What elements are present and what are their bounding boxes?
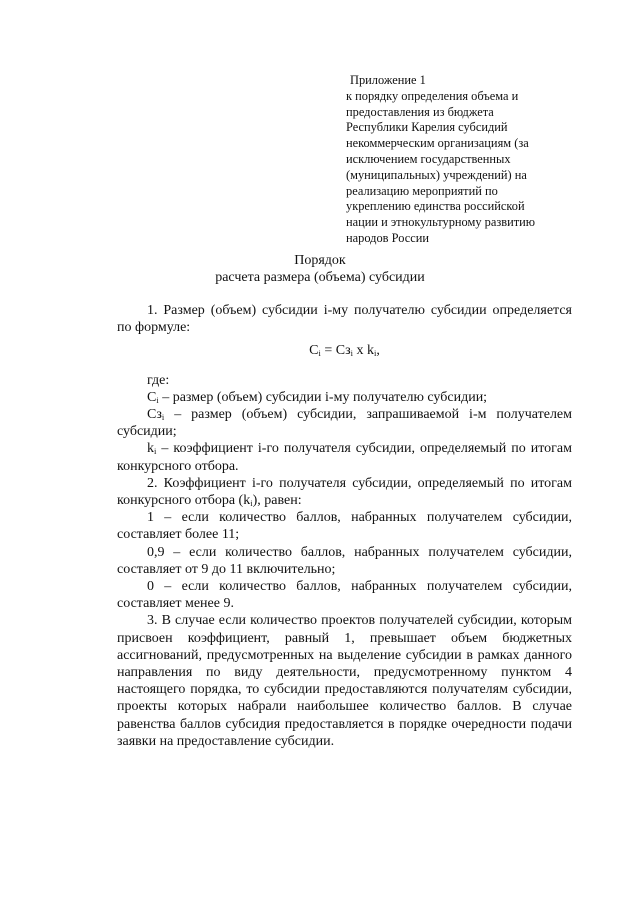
- appendix-line: исключением государственных: [346, 151, 511, 166]
- definition-c: [117, 389, 572, 406]
- paragraph-2: [117, 475, 572, 509]
- title-line-2: расчета размера (объема) субсидии: [215, 270, 425, 285]
- document-body: [117, 302, 572, 750]
- coefficient-1: 1 – если количество баллов, набранных получателем субсидии, составляет более 11;: [117, 510, 572, 543]
- definition-text: – размер (объем) субсидии, запрашиваемой i-м получателем субсидии;: [117, 407, 572, 440]
- definition-sub: i: [154, 446, 157, 457]
- formula-eq: = Сз: [320, 343, 351, 359]
- definition-text: – коэффициент i-го получателя субсидии, определяемый по итогам конкурсного отбора.: [117, 441, 572, 474]
- appendix-line: народов России: [346, 230, 429, 245]
- appendix-line: реализацию мероприятий по: [346, 183, 498, 198]
- definition-text: – размер (объем) субсидии i-му получателю субсидии;: [158, 389, 488, 405]
- appendix-line: нации и этнокультурному развитию: [346, 215, 536, 230]
- appendix-line: Республики Карелия субсидий: [346, 120, 508, 135]
- where-label: где:: [147, 372, 170, 388]
- paragraph-2-tail: ), равен:: [252, 493, 302, 509]
- paragraph-1: 1. Размер (объем) субсидии i-му получателю субсидии определяется по формуле:: [117, 303, 572, 336]
- paragraph-2-text: 2. Коэффициент i-го получателя субсидии, определяемый по итогам конкурсного отбора (k: [117, 475, 572, 509]
- paragraph-3: 3. В случае если количество проектов получателей субсидии, которым присвоен коэффициент, равный 1, превышает объем бюджетных ассигнований, предусмотренных на выделение субсидии в рамках данного направления по виду деятельности, предусмотренному пунктом 4 настоящего порядка, то субсидии предоставляются получателям субсидии, проекты которых набрали наибольшее количество баллов. В случае равенства баллов субсидия предоставляется в порядке очередности подачи заявки на предоставление субсидии.: [117, 613, 572, 749]
- document-title: [0, 252, 640, 286]
- formula: [117, 342, 572, 359]
- formula-sub: i: [318, 348, 321, 359]
- formula-tail: ,: [376, 343, 380, 359]
- appendix-line: укреплению единства российской: [346, 199, 525, 214]
- definition-symbol: Сз: [147, 407, 162, 423]
- appendix-line: (муниципальных) учреждений) на: [346, 167, 527, 182]
- coefficient-0-9: 0,9 – если количество баллов, набранных получателем субсидии, составляет от 9 до 11 включительно;: [117, 544, 572, 577]
- formula-times: x k: [352, 343, 374, 359]
- appendix-line: к порядку определения объема и: [346, 88, 519, 103]
- appendix-line: некоммерческим организациям (за: [346, 136, 529, 151]
- appendix-line: предоставления из бюджета: [346, 104, 494, 119]
- appendix-header: [346, 73, 576, 247]
- definition-sub: i: [161, 412, 165, 423]
- formula-sub: i: [373, 348, 377, 359]
- formula-sub: i: [350, 348, 353, 359]
- paragraph-2-sub: i: [250, 498, 253, 509]
- definition-k: [117, 440, 572, 474]
- definition-sub: i: [156, 394, 159, 405]
- definition-cz: [117, 406, 572, 440]
- formula-c: C: [309, 343, 319, 359]
- title-line-1: Порядок: [294, 253, 346, 268]
- appendix-line: Приложение 1: [350, 73, 426, 87]
- coefficient-0: 0 – если количество баллов, набранных получателем субсидии, составляет менее 9.: [117, 579, 572, 612]
- definition-symbol: k: [147, 441, 154, 457]
- definition-symbol: С: [147, 389, 157, 405]
